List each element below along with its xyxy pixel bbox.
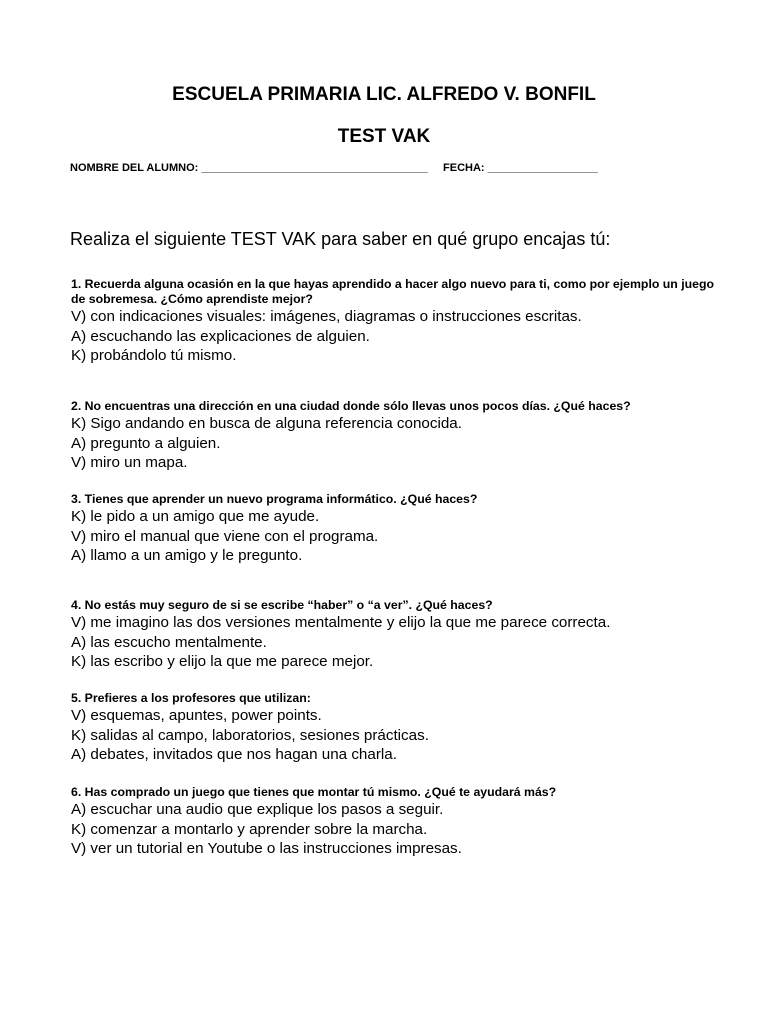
option-v: V) ver un tutorial en Youtube o las instrucciones impresas.	[71, 840, 462, 857]
option-a: A) llamo a un amigo y le pregunto.	[71, 547, 303, 564]
question-text: 4. No estás muy seguro de si se escribe “haber” o “a ver”. ¿Qué haces?	[71, 598, 493, 612]
option-v: V) miro el manual que viene con el programa.	[71, 527, 379, 545]
option-k: K) comenzar a montarlo y aprender sobre la marcha.	[71, 820, 428, 838]
question-text: 2. No encuentras una dirección en una ciudad donde sólo llevas unos pocos días. ¿Qué haces?	[71, 399, 631, 413]
test-title: TEST VAK	[337, 126, 431, 147]
question-2	[71, 399, 731, 473]
question-5	[71, 691, 731, 765]
question-4	[71, 598, 731, 672]
option-v: V) con indicaciones visuales: imágenes, diagramas o instrucciones escritas.	[71, 308, 582, 325]
option-a: A) las escucho mentalmente.	[71, 633, 267, 651]
school-name: ESCUELA PRIMARIA LIC. ALFREDO V. BONFIL	[172, 84, 596, 105]
option-k: K) las escribo y elijo la que me parece mejor.	[71, 653, 374, 670]
question-text: 3. Tienes que aprender un nuevo programa informático. ¿Qué haces?	[71, 492, 478, 506]
question-1	[71, 277, 731, 366]
option-k: K) le pido a un amigo que me ayude.	[71, 508, 320, 525]
option-a: A) escuchar una audio que explique los pasos a seguir.	[71, 801, 444, 818]
option-v: V) me imagino las dos versiones mentalmente y elijo la que me parece correcta.	[71, 614, 611, 631]
intro-instructions: Realiza el siguiente TEST VAK para saber en qué grupo encajas tú:	[70, 229, 611, 249]
option-k: K) Sigo andando en busca de alguna referencia conocida.	[71, 415, 462, 432]
option-k: K) salidas al campo, laboratorios, sesiones prácticas.	[71, 726, 429, 744]
option-k: K) probándolo tú mismo.	[71, 347, 237, 364]
question-text: 6. Has comprado un juego que tienes que montar tú mismo. ¿Qué te ayudará más?	[71, 785, 557, 799]
date-label: FECHA:	[443, 162, 485, 174]
option-a: A) escuchando las explicaciones de alguien.	[71, 327, 370, 345]
name-label: NOMBRE DEL ALUMNO:	[70, 162, 199, 174]
option-a: A) pregunto a alguien.	[71, 434, 221, 452]
option-v: V) miro un mapa.	[71, 454, 188, 471]
question-6	[71, 785, 731, 859]
option-v: V) esquemas, apuntes, power points.	[71, 707, 322, 724]
option-a: A) debates, invitados que nos hagan una charla.	[71, 746, 397, 763]
date-blank-line: __________________	[487, 162, 598, 174]
name-blank-line: _____________________________________	[201, 162, 428, 174]
question-text: 5. Prefieres a los profesores que utilizan:	[71, 691, 311, 705]
student-fields	[70, 162, 598, 174]
question-3	[71, 492, 731, 566]
question-text: 1. Recuerda alguna ocasión en la que hayas aprendido a hacer algo nuevo para ti, como por ejemplo un juego de sobremesa. ¿Cómo aprendiste mejor?	[71, 277, 715, 306]
